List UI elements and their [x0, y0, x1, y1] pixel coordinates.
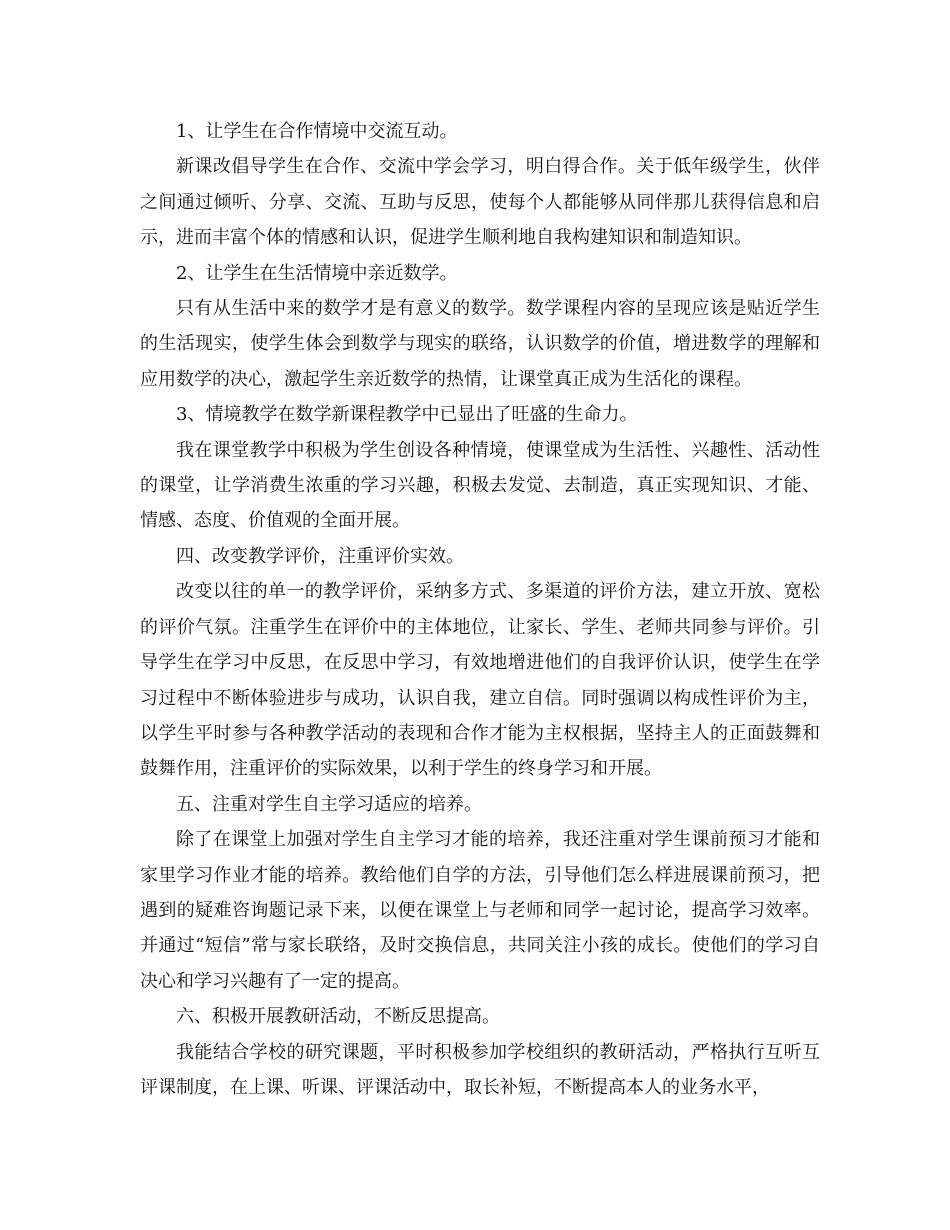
document-body [140, 114, 820, 1105]
paragraph-evaluation: 改变以往的单一的教学评价，采纳多方式、多渠道的评价方法，建立开放、宽松的评价气氛。注重学生在评价中的主体地位，让家长、学生、老师共同参与评价。引导学生在学习中反思，在反思中学习，有效地增进他们的自我评价认识，使学生在学习过程中不断体验进步与成功，认识自我，建立自信。同时强调以构成性评价为主，以学生平时参与各种教学活动的表现和合作才能为主权根据，坚持主人的正面鼓舞和鼓舞作用，注重评价的实际效果，以利于学生的终身学习和开展。 [140, 581, 820, 780]
heading-self-study: 五、注重对学生自主学习适应的培养。 [176, 793, 482, 815]
heading-situational-teaching: 3、情境教学在数学新课程教学中已显出了旺盛的生命力。 [176, 404, 638, 426]
heading-teaching-research: 六、积极开展教研活动，不断反思提高。 [176, 1006, 500, 1028]
heading-cooperation: 1、让学生在合作情境中交流互动。 [176, 121, 458, 142]
paragraph-situational-teaching: 我在课堂教学中积极为学生创设各种情境，使课堂成为生活性、兴趣性、活动性的课堂，让学消费生浓重的学习兴趣，积极去发觉、去制造，真正实现知识、才能、情感、态度、价值观的全面开展。 [140, 439, 820, 532]
paragraph-cooperation: 新课改倡导学生在合作、交流中学会学习，明白得合作。关于低年级学生，伙伴之间通过倾听、分享、交流、互助与反思，使每个人都能够从同伴那儿获得信息和启示，进而丰富个体的情感和认识，促进学生顺利地自我构建知识和制造知识。 [140, 156, 820, 249]
paragraph-teaching-research: 我能结合学校的研究课题，平时积极参加学校组织的教研活动，严格执行互听互评课制度，在上课、听课、评课活动中，取长补短，不断提高本人的业务水平， [140, 1041, 820, 1098]
paragraph-life-situation: 只有从生活中来的数学才是有意义的数学。数学课程内容的呈现应该是贴近学生的生活现实，使学生体会到数学与现实的联络，认识数学的价值，增进数学的理解和应用数学的决心，激起学生亲近数学的热情，让课堂真正成为生活化的课程。 [140, 298, 820, 390]
paragraph-self-study: 除了在课堂上加强对学生自主学习才能的培养，我还注重对学生课前预习才能和家里学习作业才能的培养。教给他们自学的方法，引导他们怎么样进展课前预习，把遇到的疑难咨询题记录下来，以便在课堂上与老师和同学一起讨论，提高学习效率。并通过“短信”常与家长联络，及时交换信息，共同关注小孩的成长。使他们的学习自决心和学习兴趣有了一定的提高。 [140, 829, 820, 992]
heading-life-situation: 2、让学生在生活情境中亲近数学。 [176, 262, 458, 284]
heading-evaluation: 四、改变教学评价，注重评价实效。 [176, 545, 464, 567]
